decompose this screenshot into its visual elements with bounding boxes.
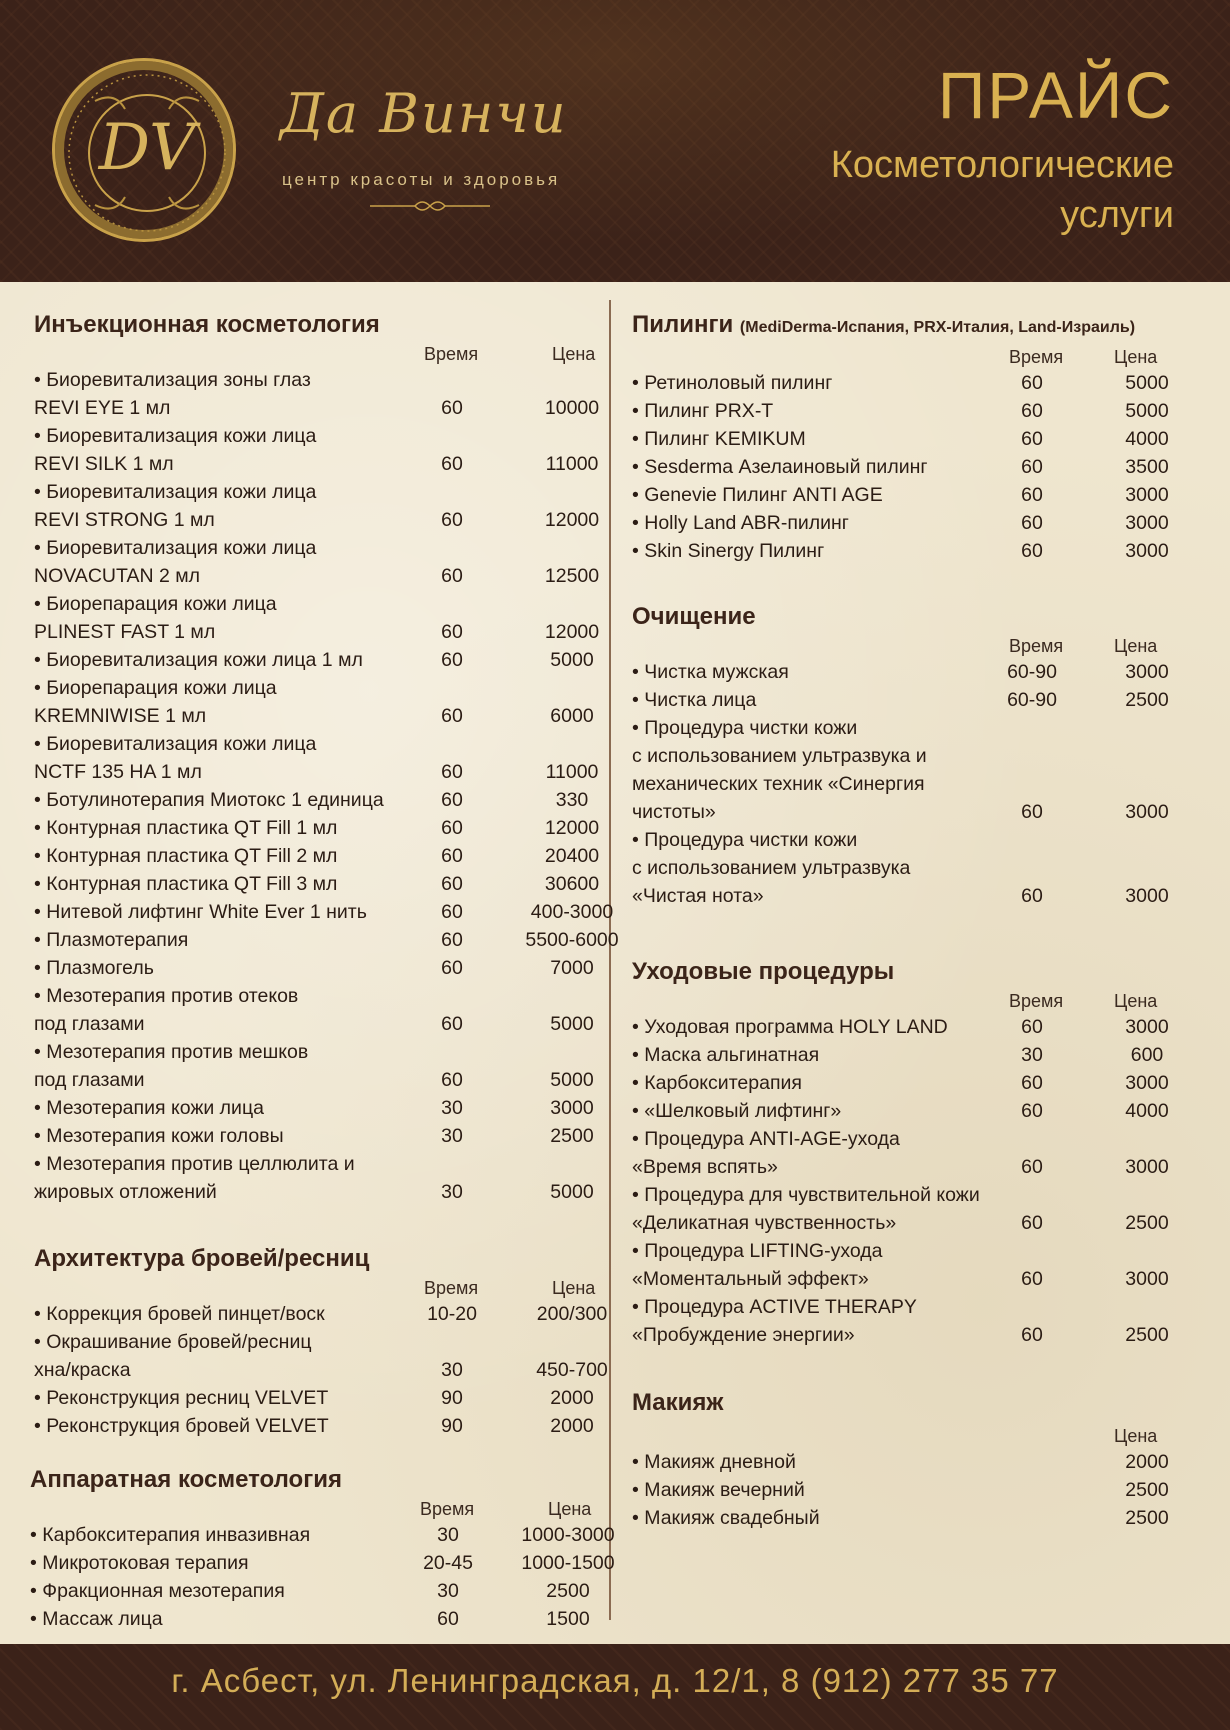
service-name: • Процедура чистки кожи [632, 829, 858, 851]
price-row [34, 758, 609, 786]
service-time: 60-90 [1007, 689, 1057, 711]
price-row [632, 686, 1222, 714]
price-rows [34, 366, 619, 1206]
service-time: 60 [1021, 484, 1043, 506]
service-price: 2500 [1125, 1212, 1169, 1234]
column-headers [632, 632, 1222, 658]
price-row [632, 882, 1222, 910]
service-name: • Биоревитализация кожи лица 1 мл [34, 649, 363, 671]
service-price: 330 [555, 789, 589, 811]
column-headers [632, 343, 1222, 369]
price-row [632, 1097, 1222, 1125]
service-time: 60 [441, 649, 463, 671]
service-time: 60 [1021, 1268, 1043, 1290]
service-name: • Фракционная мезотерапия [30, 1580, 285, 1602]
price-row [30, 1549, 615, 1577]
service-time: 10-20 [427, 1303, 477, 1325]
service-time: 60 [1021, 428, 1043, 450]
column-headers [34, 340, 609, 366]
service-name: «Деликатная чувственность» [632, 1212, 897, 1234]
service-time: 30 [441, 1181, 463, 1203]
service-name: • Плазмогель [34, 957, 154, 979]
price-row [34, 1356, 609, 1384]
service-name: • Мезотерапия кожи лица [34, 1097, 264, 1119]
service-name: • Контурная пластика QT Fill 3 мл [34, 873, 338, 895]
service-price: 12000 [544, 509, 600, 531]
service-price: 2500 [1125, 1479, 1169, 1501]
price-row [632, 1476, 1222, 1504]
section-title [632, 310, 1222, 343]
service-price: 3000 [1125, 1072, 1169, 1094]
service-price: 3000 [1125, 512, 1169, 534]
service-price: 400-3000 [530, 901, 614, 923]
price-row [632, 798, 1222, 826]
price-row [34, 366, 609, 394]
time-header: Время [1009, 636, 1064, 656]
service-price: 600 [1130, 1044, 1164, 1066]
page-title: ПРАЙС [937, 58, 1174, 132]
price-row [632, 1153, 1222, 1181]
price-rows [632, 1448, 1222, 1532]
service-time: 90 [441, 1415, 463, 1437]
service-name: • Чистка мужская [632, 661, 789, 683]
service-price: 5000 [550, 1069, 594, 1091]
service-name: «Моментальный эффект» [632, 1268, 869, 1290]
price-row [34, 618, 609, 646]
price-row [632, 425, 1222, 453]
service-time: 30 [441, 1125, 463, 1147]
price-row [632, 1069, 1222, 1097]
service-name: • Holly Land ABR-пилинг [632, 512, 849, 534]
service-name: • Процедура чистки кожи [632, 717, 858, 739]
service-name: • Макияж дневной [632, 1451, 796, 1473]
price-row [34, 1300, 609, 1328]
service-price: 12000 [544, 621, 600, 643]
price-row [632, 1504, 1222, 1532]
service-time: 30 [441, 1359, 463, 1381]
service-price: 12000 [544, 817, 600, 839]
service-price: 7000 [550, 957, 594, 979]
service-name: под глазами [34, 1069, 145, 1091]
price-row [30, 1605, 610, 1633]
section-title-text: Пилинги [632, 311, 734, 338]
price-row [632, 742, 1222, 770]
price-row [632, 854, 1222, 882]
price-rows [632, 369, 1222, 565]
price-row [632, 1237, 1222, 1265]
service-time: 60 [1021, 456, 1043, 478]
service-name: • Биоревитализация кожи лица [34, 481, 317, 503]
section-title: Аппаратная косметология [30, 1466, 342, 1493]
service-name: • Реконструкция ресниц VELVET [34, 1387, 329, 1409]
time-header: Время [424, 344, 479, 364]
service-name: NOVACUTAN 2 мл [34, 565, 200, 587]
service-name: • Макияж вечерний [632, 1479, 805, 1501]
service-price: 3500 [1125, 456, 1169, 478]
section-title: Инъекционная косметология [34, 311, 380, 338]
service-name: • Нитевой лифтинг White Ever 1 нить [34, 901, 367, 923]
service-name: NCTF 135 HA 1 мл [34, 761, 202, 783]
ornament-divider-icon [370, 196, 490, 216]
section-title: Очищение [632, 603, 756, 630]
service-time: 60 [1021, 372, 1043, 394]
service-price: 3000 [1125, 484, 1169, 506]
price-row [34, 702, 609, 730]
service-price: 2000 [550, 1387, 594, 1409]
price-rows [632, 1013, 1222, 1349]
service-name: • Макияж свадебный [632, 1507, 820, 1529]
service-name: «Время вспять» [632, 1156, 778, 1178]
service-time: 60 [441, 901, 463, 923]
price-rows [632, 658, 1222, 910]
service-name: • Мезотерапия кожи головы [34, 1125, 284, 1147]
service-name: «Пробуждение энергии» [632, 1324, 855, 1346]
section-title: Макияж [632, 1389, 724, 1416]
service-time: 60 [1021, 512, 1043, 534]
time-header: Время [1009, 347, 1064, 367]
service-time: 60 [1021, 1100, 1043, 1122]
service-time: 60 [441, 873, 463, 895]
service-price: 5000 [550, 649, 594, 671]
service-name: • Реконструкция бровей VELVET [34, 1415, 329, 1437]
price-row [34, 1066, 609, 1094]
price-rows [30, 1521, 615, 1633]
service-price: 2000 [550, 1415, 594, 1437]
price-row [632, 453, 1222, 481]
service-name: • Биорепарация кожи лица [34, 677, 277, 699]
price-header: Цена [1114, 991, 1158, 1011]
service-time: 60 [441, 817, 463, 839]
service-name: «Чистая нота» [632, 885, 764, 907]
service-name: чистоты» [632, 801, 716, 823]
page-subtitle-1: Косметологические [830, 144, 1174, 186]
price-row [34, 982, 609, 1010]
service-name: под глазами [34, 1013, 145, 1035]
service-price: 2500 [550, 1125, 594, 1147]
price-row [34, 1010, 609, 1038]
price-row [30, 1577, 610, 1605]
header-title-block [831, 60, 1174, 238]
service-name: • Пилинг KEMIKUM [632, 428, 806, 450]
service-time: 30 [441, 1097, 463, 1119]
price-row [34, 1038, 609, 1066]
price-row [632, 1265, 1222, 1293]
service-name: • Плазмотерапия [34, 929, 189, 951]
service-time: 60 [1021, 1072, 1043, 1094]
section-note: (MediDerma-Испания, PRX-Италия, Land-Израиль) [739, 319, 1136, 336]
price-row [34, 674, 609, 702]
service-price: 10000 [544, 397, 600, 419]
price-header: Цена [1114, 636, 1158, 656]
price-row [632, 658, 1222, 686]
service-price: 3000 [1125, 661, 1169, 683]
service-price: 5500-6000 [525, 929, 619, 951]
service-time: 60 [1021, 801, 1043, 823]
column-headers [30, 1495, 610, 1521]
price-row [34, 1384, 609, 1412]
page-subtitle-2: услуги [1060, 194, 1174, 236]
service-time: 30 [437, 1524, 459, 1546]
price-row [34, 562, 609, 590]
section-brows [34, 1244, 609, 1440]
service-name: с использованием ультразвука [632, 857, 911, 879]
service-price: 3000 [1125, 540, 1169, 562]
service-price: 30600 [544, 873, 600, 895]
time-header: Время [1009, 991, 1064, 1011]
service-name: PLINEST FAST 1 мл [34, 621, 216, 643]
price-row [34, 898, 614, 926]
price-row [34, 842, 609, 870]
price-row [632, 369, 1222, 397]
price-row [34, 1122, 609, 1150]
service-price: 3000 [550, 1097, 594, 1119]
service-name: • Карбокситерапия [632, 1072, 802, 1094]
price-row [632, 826, 1222, 854]
price-row [34, 590, 609, 618]
logo-letters: DV [98, 111, 196, 185]
service-name: • Ботулинотерапия Миотокс 1 единица [34, 789, 384, 811]
price-row [34, 730, 609, 758]
column-headers [632, 1422, 1222, 1448]
column-headers [34, 1274, 609, 1300]
service-price: 2500 [1125, 1507, 1169, 1529]
service-time: 60 [441, 1069, 463, 1091]
price-row [34, 870, 609, 898]
service-name: • Процедура для чувствительной кожи [632, 1184, 980, 1206]
service-name: • Биорепарация кожи лица [34, 593, 277, 615]
service-price: 3000 [1125, 885, 1169, 907]
service-name: жировых отложений [34, 1181, 217, 1203]
price-row [632, 1125, 1222, 1153]
service-price: 200/300 [536, 1303, 608, 1325]
service-price: 11000 [545, 761, 599, 783]
price-row [632, 1209, 1222, 1237]
price-row [632, 770, 1222, 798]
service-name: • Процедура LIFTING-ухода [632, 1240, 883, 1262]
price-row [34, 814, 609, 842]
service-name: KREMNIWISE 1 мл [34, 705, 207, 727]
price-header: Цена [552, 1278, 596, 1298]
service-time: 30 [1021, 1044, 1043, 1066]
service-time: 60 [1021, 540, 1043, 562]
service-name: • Биоревитализация кожи лица [34, 425, 317, 447]
service-time: 60 [1021, 400, 1043, 422]
price-row [34, 478, 609, 506]
price-header: Цена [552, 344, 596, 364]
price-row [34, 1328, 609, 1356]
price-row [34, 954, 609, 982]
price-row [632, 1448, 1222, 1476]
service-time: 60 [1021, 1156, 1043, 1178]
brand-tagline: центр красоты и здоровья [282, 170, 561, 189]
price-row [34, 534, 609, 562]
service-price: 2500 [1125, 689, 1169, 711]
service-time: 60 [1021, 885, 1043, 907]
price-row [34, 1094, 609, 1122]
service-name: • Genevie Пилинг ANTI AGE [632, 484, 883, 506]
service-name: • Карбокситерапия инвазивная [30, 1524, 311, 1546]
service-price: 3000 [1125, 1156, 1169, 1178]
service-name: • Мезотерапия против мешков [34, 1041, 309, 1063]
service-name: • Окрашивание бровей/ресниц [34, 1331, 312, 1353]
section-makeup [632, 1388, 1222, 1532]
service-time: 60 [441, 957, 463, 979]
service-name: • Уходовая программа HOLY LAND [632, 1016, 948, 1038]
service-name: • Массаж лица [30, 1608, 163, 1630]
service-price: 5000 [1125, 400, 1169, 422]
service-price: 3000 [1125, 1268, 1169, 1290]
service-time: 30 [437, 1580, 459, 1602]
price-row [632, 1181, 1222, 1209]
price-header: Цена [548, 1499, 592, 1519]
service-price: 3000 [1125, 801, 1169, 823]
section-peels [632, 310, 1222, 565]
service-price: 20400 [544, 845, 600, 867]
service-name: • Skin Sinergy Пилинг [632, 540, 825, 562]
time-header: Время [420, 1499, 475, 1519]
price-row [34, 506, 609, 534]
column-headers [632, 987, 1222, 1013]
service-name: • «Шелковый лифтинг» [632, 1100, 842, 1122]
service-name: REVI STRONG 1 мл [34, 509, 215, 531]
service-price: 5000 [1125, 372, 1169, 394]
service-name: • Ретиноловый пилинг [632, 372, 833, 394]
service-name: • Sesderma Азелаиновый пилинг [632, 456, 928, 478]
service-name: • Чистка лица [632, 689, 757, 711]
service-price: 11000 [545, 453, 599, 475]
price-row [34, 1150, 609, 1178]
service-time: 60 [441, 761, 463, 783]
price-header: Цена [1114, 347, 1158, 367]
service-time: 60 [1021, 1324, 1043, 1346]
price-row [632, 397, 1222, 425]
service-name: хна/краска [34, 1359, 131, 1381]
price-header: Цена [1114, 1426, 1158, 1446]
footer-address: г. Асбест, ул. Ленинградская, д. 12/1, 8 (912) 277 35 77 [171, 1662, 1059, 1699]
service-name: REVI SILK 1 мл [34, 453, 174, 475]
service-price: 1000-3000 [521, 1524, 615, 1546]
service-time: 60 [441, 845, 463, 867]
service-time: 60 [441, 565, 463, 587]
price-row [34, 422, 609, 450]
price-row [632, 1013, 1222, 1041]
service-name: • Биоревитализация кожи лица [34, 537, 317, 559]
price-rows [34, 1300, 609, 1440]
service-name: • Контурная пластика QT Fill 1 мл [34, 817, 338, 839]
section-title: Архитектура бровей/ресниц [34, 1245, 370, 1272]
service-name: • Биоревитализация зоны глаз [34, 369, 311, 391]
service-time: 60 [441, 929, 463, 951]
service-time: 60 [437, 1608, 459, 1630]
price-row [30, 1521, 615, 1549]
service-time: 60 [441, 453, 463, 475]
service-name: • Микротоковая терапия [30, 1552, 249, 1574]
service-time: 60 [441, 621, 463, 643]
service-time: 60 [441, 509, 463, 531]
section-care [632, 957, 1222, 1349]
section-hardware [30, 1465, 615, 1633]
service-time: 60 [441, 1013, 463, 1035]
price-row [632, 1293, 1222, 1321]
service-name: • Контурная пластика QT Fill 2 мл [34, 845, 338, 867]
service-price: 450-700 [536, 1359, 608, 1381]
service-name: с использованием ультразвука и [632, 745, 927, 767]
service-time: 20-45 [423, 1552, 473, 1574]
service-name: • Пилинг PRX-T [632, 400, 774, 422]
service-price: 4000 [1125, 1100, 1169, 1122]
section-title: Уходовые процедуры [632, 958, 895, 985]
service-price: 1500 [546, 1608, 590, 1630]
service-price: 2500 [546, 1580, 590, 1602]
service-price: 6000 [550, 705, 594, 727]
price-row [632, 537, 1222, 565]
service-name: механических техник «Синергия [632, 773, 925, 795]
service-time: 60 [441, 397, 463, 419]
service-name: • Биоревитализация кожи лица [34, 733, 317, 755]
service-price: 3000 [1125, 1016, 1169, 1038]
service-time: 60 [441, 789, 463, 811]
price-row [34, 1178, 609, 1206]
price-row [632, 714, 1222, 742]
price-row [34, 646, 609, 674]
price-row [632, 1321, 1222, 1349]
service-price: 2000 [1125, 1451, 1169, 1473]
price-row [34, 394, 609, 422]
price-row [632, 509, 1222, 537]
service-price: 1000-1500 [521, 1552, 615, 1574]
service-name: • Процедура ANTI-AGE-ухода [632, 1128, 900, 1150]
service-name: • Мезотерапия против целлюлита и [34, 1153, 355, 1175]
brand-name: Да Винчи [280, 82, 568, 145]
service-time: 60 [1021, 1016, 1043, 1038]
service-time: 90 [441, 1387, 463, 1409]
price-row [34, 1412, 609, 1440]
service-name: REVI EYE 1 мл [34, 397, 171, 419]
service-name: • Маска альгинатная [632, 1044, 820, 1066]
section-cleaning [632, 602, 1222, 910]
price-row [34, 786, 609, 814]
price-list-body [0, 282, 1230, 1644]
price-row [34, 450, 609, 478]
time-header: Время [424, 1278, 479, 1298]
footer [0, 1644, 1230, 1730]
price-row [34, 926, 619, 954]
section-injection [34, 310, 619, 1206]
price-row [632, 481, 1222, 509]
service-time: 60 [441, 705, 463, 727]
header [0, 0, 1230, 282]
service-price: 5000 [550, 1013, 594, 1035]
service-time: 60 [1021, 1212, 1043, 1234]
service-price: 5000 [550, 1181, 594, 1203]
service-price: 2500 [1125, 1324, 1169, 1346]
service-name: • Мезотерапия против отеков [34, 985, 299, 1007]
service-name: • Процедура ACTIVE THERAPY [632, 1296, 917, 1318]
service-name: • Коррекция бровей пинцет/воск [34, 1303, 325, 1325]
logo-emblem [52, 58, 236, 242]
service-price: 12500 [544, 565, 600, 587]
service-time: 60-90 [1007, 661, 1057, 683]
service-price: 4000 [1125, 428, 1169, 450]
price-row [632, 1041, 1222, 1069]
